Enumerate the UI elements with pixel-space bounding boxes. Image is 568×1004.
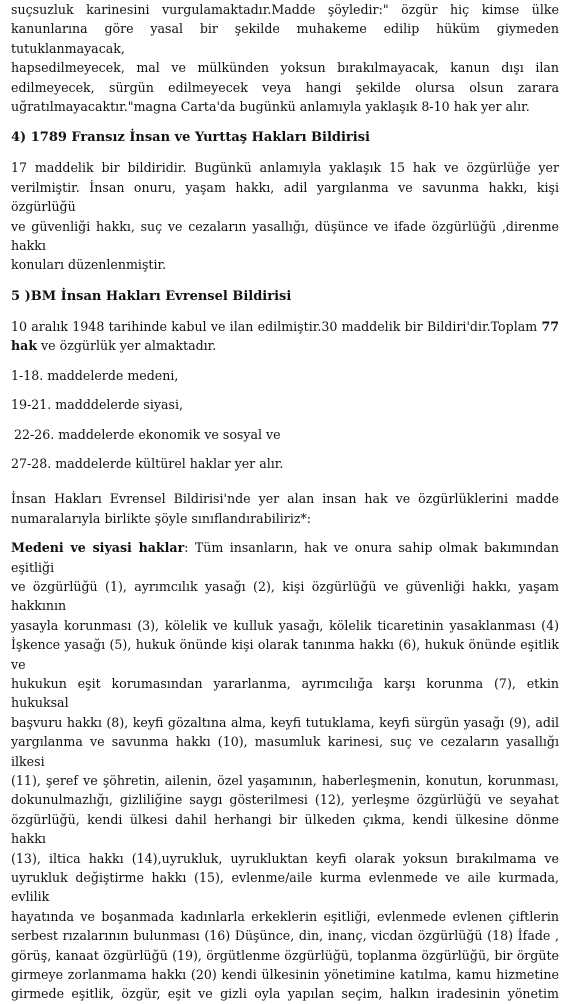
section4-heading: 4) 1789 Fransız İnsan ve Yurttaş Hakları Bildirisi xyxy=(11,130,370,146)
civil-rights-line: ve özgürlüğü (1), ayrımcılık yasağı (2), kişi özgürlüğü ve güvenliği hakkı, yaşam hakkının xyxy=(11,578,559,614)
civil-rights-line: özgürlüğü, kendi ülkesi dahil herhangi bir ülkeden çıkma, kendi ülkesine dönme hakkı xyxy=(11,811,559,847)
civil-rights-line: görüş, kanaat özgürlüğü (19), örgütlenme özgürlüğü, toplanma özgürlüğü, bir örgüte xyxy=(11,947,559,963)
intro-line: suçsuzluk karinesini vurgulamaktadır.Madde şöyledir:" özgür hiç kimse ülke xyxy=(11,2,559,17)
civil-rights-text: : Tüm insanların, hak ve onura sahip olmak bakımından eşitliği xyxy=(11,540,559,575)
civil-rights-line: İşkence yasağı (5), hukuk önünde kişi olarak tanınma hakkı (6), hukuk önünde eşitlik ve xyxy=(11,637,559,672)
section4-line: 17 maddelik bir bildiridir. Bugünkü anlamıyla yaklaşık 15 hak ve özgürlüğe yer xyxy=(11,160,559,176)
civil-rights-line: dokunulmazlığı, gizliliğine saygı gösterilmesi (12), yerleşme özgürlüğü ve seyahat xyxy=(11,792,559,808)
intro-line: hapsedilmeyecek, mal ve mülkünden yoksun bırakılmayacak, kanun dışı ilan xyxy=(11,60,559,76)
civil-rights-label: Medeni ve siyasi haklar xyxy=(11,540,185,556)
civil-rights-line: başvuru hakkı (8), keyfi gözaltına alma, keyfi tutuklama, keyfi sürgün yasağı (9), adil xyxy=(11,714,559,730)
civil-rights-line: serbest rızalarının bulunması (16) Düşünce, din, inanç, vicdan özgürlüğü (18) İfade , xyxy=(11,928,559,944)
section5-intro-line1 xyxy=(11,317,559,336)
intro-line: uğratılmayacaktır."magna Carta'da bugünkü anlamıyla yaklaşık 8-10 hak yer alır. xyxy=(11,99,530,115)
civil-rights-line: girmede eşitlik, özgür, eşit ve gizli oyla yapılan seçim, halkın iradesinin yönetim xyxy=(11,986,559,1002)
civil-rights-line: (13), iltica hakkı (14),uyrukluk, uyrukluktan keyfi olarak yoksun bırakılmama ve xyxy=(11,850,559,866)
article-range-item: 19-21. madddelerde siyasi, xyxy=(11,397,184,413)
intro-line: kanunlarına göre yasal bir şekilde muhakeme edilip hüküm giymeden tutuklanmayacak, xyxy=(11,21,559,56)
civil-political-rights-paragraph xyxy=(11,538,559,1004)
intro-paragraph xyxy=(11,0,559,116)
intro-line: edilmeyecek, sürgün edilmeyecek veya hangi şekilde olursa olsun zarara xyxy=(11,79,559,95)
classification-paragraph xyxy=(11,489,559,528)
civil-rights-line: yasayla korunması (3), kölelik ve kulluk yasağı, kölelik ticaretinin yasaklanması (4) xyxy=(11,617,559,633)
section5-intro xyxy=(11,317,559,356)
section5-intro-line2 xyxy=(11,336,559,355)
section5-intro-rest: ve özgürlük yer almaktadır. xyxy=(37,338,217,354)
section4-line: ve güvenliği hakkı, suç ve cezaların yasallığı, düşünce ve ifade özgürlüğü ,direnme hakkı xyxy=(11,218,559,254)
section4-paragraph xyxy=(11,158,559,274)
civil-rights-line: yargılanma ve savunma hakkı (10), masumluk karinesi, suç ve cezaların yasallığı ilkesi xyxy=(11,734,559,769)
classification-line: İnsan Hakları Evrensel Bildirisi'nde yer alan insan hak ve özgürlüklerini madde xyxy=(11,491,559,507)
total-rights-count: 77 xyxy=(541,318,559,334)
total-rights-label: hak xyxy=(11,338,38,354)
classification-line: numaralarıyla birlikte şöyle sınıflandırabiliriz*: xyxy=(11,510,312,526)
civil-rights-line: hukukun eşit korumasından yararlanma, ayrımcılığa karşı korunma (7), etkin hukuksal xyxy=(11,675,559,711)
section5-heading: 5 )BM İnsan Hakları Evrensel Bildirisi xyxy=(11,288,292,304)
civil-rights-line xyxy=(11,538,559,577)
section5-intro-text: 10 aralık 1948 tarihinde kabul ve ilan edilmiştir.30 maddelik bir Bildiri'dir.Toplam xyxy=(11,318,538,334)
civil-rights-line: hayatında ve boşanmada kadınlarla erkeklerin eşitliği, evlenmede evlenen çiftlerin xyxy=(11,908,559,924)
article-range-item: 27-28. maddelerde kültürel haklar yer alır. xyxy=(11,455,284,471)
article-range-item: 22-26. maddelerde ekonomik ve sosyal ve xyxy=(14,426,281,442)
civil-rights-line: girmeye zorlanmama hakkı (20) kendi ülkesinin yönetimine katılma, kamu hizmetine xyxy=(11,967,559,983)
civil-rights-line: uyrukluk değiştirme hakkı (15), evlenme/aile kurma evlenmede ve aile kurmada, evlilik xyxy=(11,870,559,905)
civil-rights-line: (11), şeref ve şöhretin, ailenin, özel yaşamının, haberleşmenin, konutun, korunması, xyxy=(11,773,559,788)
section4-line: verilmiştir. İnsan onuru, yaşam hakkı, adil yargılanma ve savunma hakkı, kişi özgürlüğü xyxy=(11,179,559,215)
article-range-item: 1-18. maddelerde medeni, xyxy=(11,367,179,383)
section4-line: konuları düzenlenmiştir. xyxy=(11,257,167,273)
